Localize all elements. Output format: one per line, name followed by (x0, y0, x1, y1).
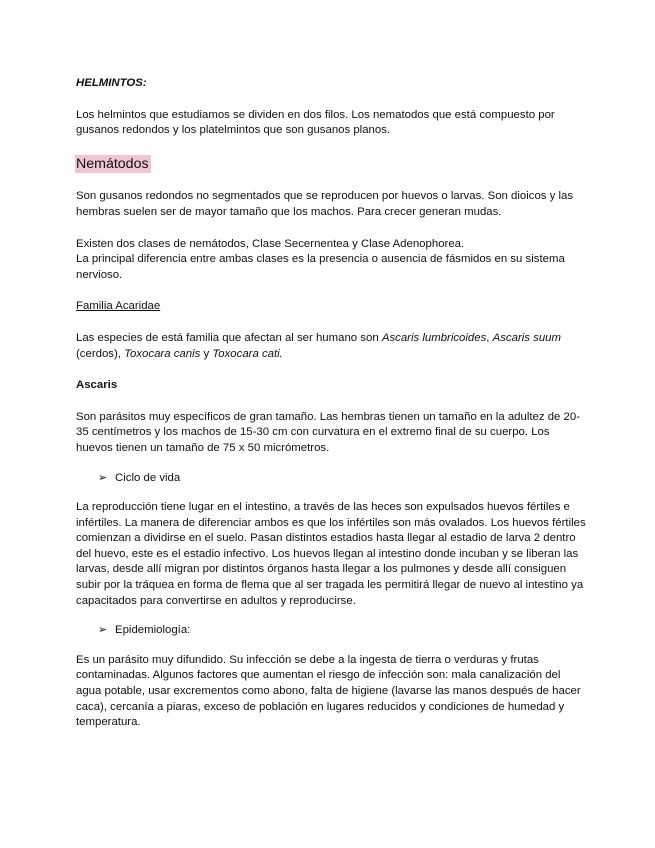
nematodos-paragraph-1: Son gusanos redondos no segmentados que se reproducen por huevos o larvas. Son dioicos y las hembras suelen ser de mayor tamaño que los machos. Para crecer generan mudas. (76, 190, 574, 218)
family-text-1: Las especies de está familia que afectan al ser humano son (76, 331, 382, 344)
family-text-3: (cerdos), (76, 347, 125, 360)
intro-paragraph: Los helmintos que estudiamos se dividen en dos filos. Los nematodos que está compuesto por gusanos redondos y los platelmintos que son gusanos planos. (76, 108, 555, 137)
species-toxocara-cati: Toxocara cati. (212, 347, 283, 360)
section-heading-nematodos: Nemátodos (76, 155, 149, 172)
arrow-bullet-icon: ➢ (98, 471, 108, 484)
ascaris-heading: Ascaris (76, 379, 118, 392)
bullet-ciclo-de-vida (98, 471, 586, 487)
document-title: HELMINTOS: (76, 77, 147, 89)
nematodos-paragraph-2-line-2: La principal diferencia entre ambas clases es la presencia o ausencia de fásmidos en su sistema nervioso. (76, 253, 565, 281)
bullet-label-epidemiologia: Epidemiología: (115, 624, 191, 637)
bullet-label-ciclo: Ciclo de vida (115, 471, 181, 484)
family-heading: Familia Acaridae (76, 300, 161, 313)
species-toxocara-canis: Toxocara canis (124, 347, 201, 360)
species-ascaris-lumbricoides: Ascaris lumbricoides (381, 331, 487, 344)
arrow-bullet-icon: ➢ (98, 624, 108, 637)
family-text-4: y (200, 347, 213, 360)
family-paragraph (76, 331, 586, 362)
nematodos-paragraph-2-line-1: Existen dos clases de nemátodos, Clase Secernentea y Clase Adenophorea. (76, 237, 465, 250)
species-ascaris-suum: Ascaris suum (492, 331, 562, 344)
ascaris-paragraph: Son parásitos muy específicos de gran tamaño. Las hembras tienen un tamaño en la adultez de 20-35 centímetros y los machos de 15-30 cm con curvatura en el extremo final de su cuerpo. Los huevos tienen un tamaño de 75 x 50 micrómetros. (76, 410, 581, 454)
ciclo-paragraph: La reproducción tiene lugar en el intestino, a través de las heces son expulsados huevos fértiles e infértiles. La manera de diferenciar ambos es que los infértiles son más ovalados. Los huevos fértiles comienzan a dividirse en el suelo. Pasan distintos estadios hasta llegar al estadio de larva 2 dentro del huevo, este es el estadio infectivo. Los huevos llegan al intestino donde incuban y se liberan las larvas, desde allí migran por distintos órganos hasta llegar a los pulmones y desde allí consiguen subir por la tráquea en forma de flema que al ser tragada les permitirá llegar de nuevo al intestino ya capacitados para convertirse en adultos y reproducirse. (76, 501, 586, 607)
document-page (76, 76, 586, 731)
epidemiologia-paragraph: Es un parásito muy difundido. Su infección se debe a la ingesta de tierra o verduras y frutas contaminadas. Algunos factores que aumentan el riesgo de infección son: mala canalización del agua potable, usar excrementos como abono, falta de higiene (lavarse las manos después de hacer caca), cercanía a piaras, exceso de población en lugares reducidos y condiciones de humedad y temperatura. (76, 653, 581, 729)
bullet-epidemiologia (98, 623, 586, 639)
family-text-2: , (486, 331, 493, 344)
